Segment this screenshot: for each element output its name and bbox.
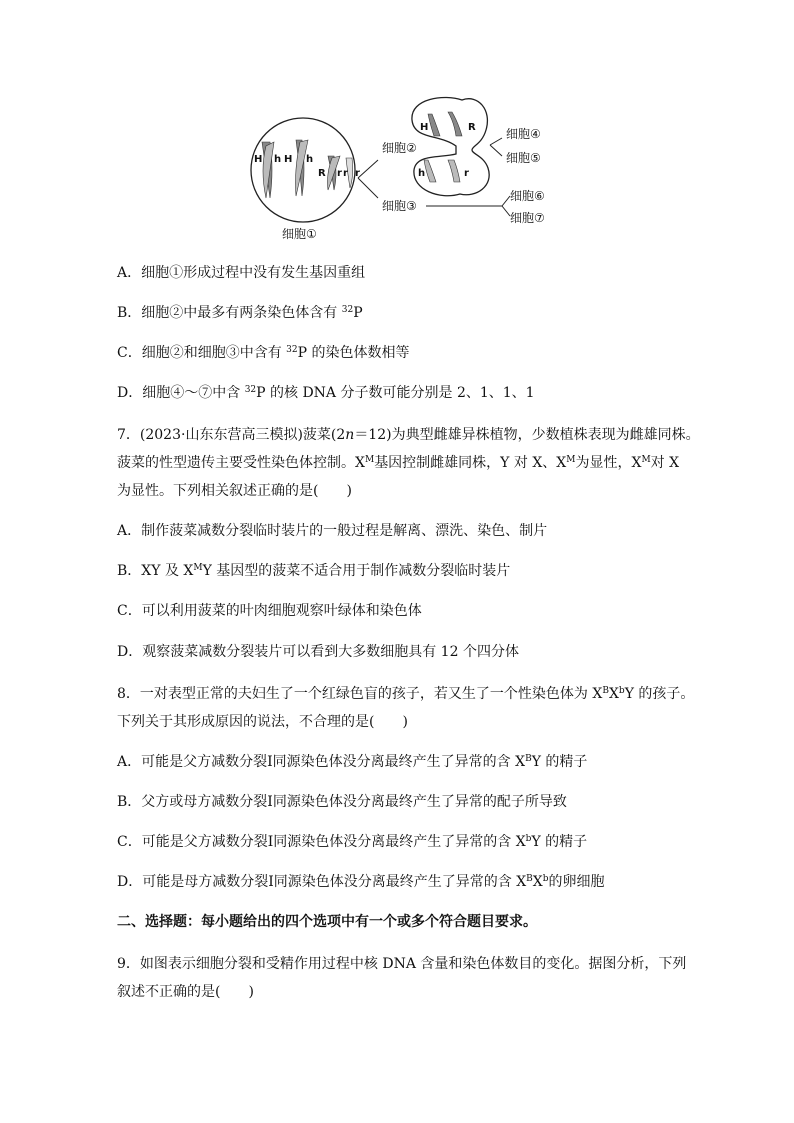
- gene-label: h: [418, 168, 426, 179]
- cell3-label: 细胞③: [382, 199, 417, 213]
- q8-stem-line2: 下列关于其形成原因的说法，不合理的是( ): [117, 714, 408, 730]
- gene-label: r: [355, 168, 360, 179]
- cell1-label: 细胞①: [282, 227, 317, 241]
- q8-option-a: A．可能是父方减数分裂Ⅰ同源染色体没分离最终产生了异常的含 $X^BY$ 的精子: [117, 754, 588, 770]
- q8-option-b: B．父方或母方减数分裂Ⅰ同源染色体没分离最终产生了异常的配子所导致: [117, 794, 567, 810]
- cell6-label: 细胞⑥: [510, 189, 545, 203]
- q9-stem-line1: 9．如图表示细胞分裂和受精作用过程中核 DNA 含量和染色体数目的变化。据图分析，下列: [117, 956, 687, 972]
- gene-label: H: [420, 122, 429, 133]
- q6-option-d: D．细胞④～⑦中含 $^{32}$P 的核 DNA 分子数可能分别是 2、1、1、1: [117, 385, 535, 401]
- q8-option-c: C．可能是父方减数分裂Ⅰ同源染色体没分离最终产生了异常的含 $X^bY$ 的精子: [117, 834, 588, 850]
- cell4-label: 细胞④: [506, 127, 541, 141]
- cell5-label: 细胞⑤: [506, 151, 541, 165]
- q6-option-b: B．细胞②中最多有两条染色体含有 $^{32}$P: [117, 305, 363, 321]
- q8-stem-line1: 8．一对表型正常的夫妇生了一个红绿色盲的孩子，若又生了一个性染色体为 $X^BX^bY$ 的孩子。: [117, 686, 695, 702]
- gene-label: r: [464, 168, 469, 179]
- gene-label: h: [274, 154, 282, 165]
- cell7-label: 细胞⑦: [510, 211, 545, 225]
- gene-label: R: [318, 168, 326, 179]
- cell2-label: 细胞②: [382, 141, 417, 155]
- q7-stem-line1: 7．(2023·山东东营高三模拟)菠菜(2n＝12)为典型雌雄异株植物，少数植株表现为雌雄同株。: [117, 427, 700, 443]
- gene-label: r: [343, 168, 348, 179]
- q6-option-a: A．细胞①形成过程中没有发生基因重组: [117, 265, 366, 281]
- q7-option-d: D．观察菠菜减数分裂装片可以看到大多数细胞具有 12 个四分体: [117, 644, 519, 660]
- meiosis-diagram: [240, 90, 570, 250]
- q7-stem-line2: 菠菜的性型遗传主要受性染色体控制。$X^M$基因控制雌雄同株，Y 对 X、$X^M$为显性，$X^M$对 X: [117, 455, 680, 471]
- section-heading: 二、选择题：每小题给出的四个选项中有一个或多个符合题目要求。: [117, 914, 537, 930]
- q7-option-c: C．可以利用菠菜的叶肉细胞观察叶绿体和染色体: [117, 603, 422, 619]
- gene-label: r: [337, 168, 342, 179]
- q7-stem-line3: 为显性。下列相关叙述正确的是( ): [117, 483, 352, 499]
- gene-label: H: [284, 154, 293, 165]
- gene-label: H: [254, 154, 263, 165]
- q9-stem-line2: 叙述不正确的是( ): [117, 984, 254, 1000]
- q8-option-d: D．可能是母方减数分裂Ⅰ同源染色体没分离最终产生了异常的含 $X^BX^b$的卵细胞: [117, 874, 605, 890]
- q6-option-c: C．细胞②和细胞③中含有 $^{32}$P 的染色体数相等: [117, 345, 410, 361]
- gene-label: R: [468, 122, 476, 133]
- q7-option-a: A．制作菠菜减数分裂临时装片的一般过程是解离、漂洗、染色、制片: [117, 523, 548, 539]
- q7-option-b: B．XY 及 $X^MY$ 基因型的菠菜不适合用于制作减数分裂临时装片: [117, 563, 511, 579]
- gene-label: h: [306, 154, 314, 165]
